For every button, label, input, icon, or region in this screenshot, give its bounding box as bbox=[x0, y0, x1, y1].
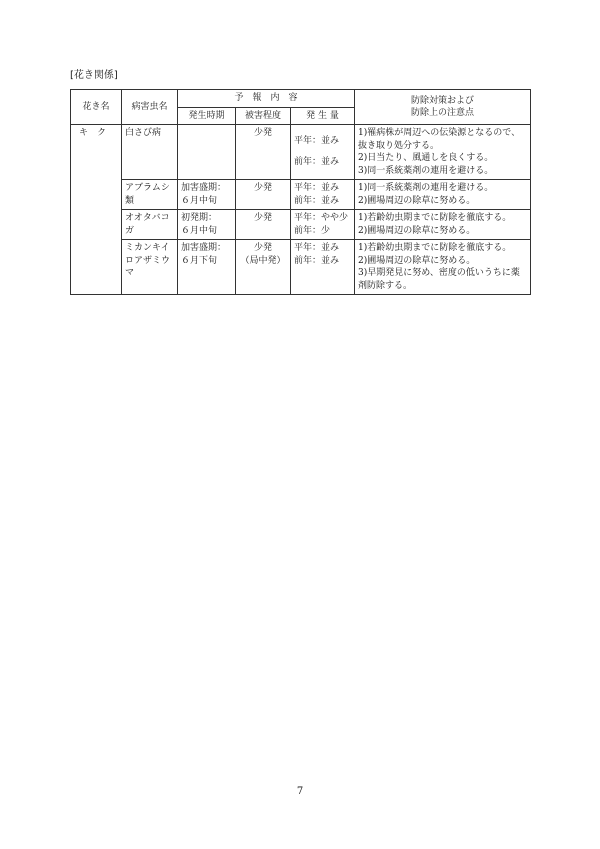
measure-item: 1)若齢幼虫期までに防除を徹底する。 bbox=[358, 243, 512, 253]
header-row-1 bbox=[71, 90, 531, 108]
header-damage-level: 被害程度 bbox=[236, 107, 291, 125]
amount-previous-year: 前年：並み bbox=[294, 195, 340, 206]
time-label: 加害盛期： bbox=[181, 243, 227, 253]
damage-level: 少発 bbox=[253, 243, 272, 253]
time-value: ６月中旬 bbox=[181, 195, 218, 206]
table-row bbox=[71, 210, 531, 240]
time-label: 加害盛期： bbox=[181, 183, 227, 193]
pest-name: ミカンキイロアザミウマ bbox=[125, 243, 171, 278]
section-title: [花き関係] bbox=[70, 70, 118, 81]
occurrence-time-cell bbox=[178, 125, 236, 180]
measures-cell bbox=[355, 180, 531, 210]
amount-previous-year: 前年：並み bbox=[294, 255, 340, 266]
time-value: ６月中旬 bbox=[181, 225, 218, 236]
measures-cell bbox=[355, 210, 531, 240]
occurrence-time-cell bbox=[178, 240, 236, 295]
table-row bbox=[71, 240, 531, 295]
damage-level-local: （局中発） bbox=[240, 255, 286, 266]
amount-normal-year: 平年：並み bbox=[294, 243, 340, 253]
amount-normal-year: 平年：やや少 bbox=[294, 213, 349, 223]
measure-item: 1)若齢幼虫期までに防除を徹底する。 bbox=[358, 213, 512, 223]
measures-cell bbox=[355, 240, 531, 295]
measure-item: 2)日当たり、風通しを良くする。 bbox=[358, 153, 494, 163]
occurrence-amount-cell bbox=[291, 180, 355, 210]
header-crop: 花き名 bbox=[71, 90, 122, 125]
header-occurrence-time: 発生時期 bbox=[178, 107, 236, 125]
damage-level-cell: 少発 bbox=[236, 125, 291, 180]
amount-previous-year: 前年：少 bbox=[294, 225, 331, 236]
amount-normal-year: 平年：並み bbox=[294, 183, 340, 193]
page-number: 7 bbox=[296, 786, 304, 797]
header-measures bbox=[355, 90, 531, 125]
damage-level-cell: 少発 bbox=[236, 180, 291, 210]
header-forecast-group: 予 報 内 容 bbox=[178, 90, 355, 108]
header-measures-line1: 防除対策および bbox=[411, 95, 475, 106]
measure-item: 3)同一系統薬剤の連用を避ける。 bbox=[358, 165, 494, 176]
pest-name-cell bbox=[122, 180, 178, 210]
amount-previous-year: 前年：並み bbox=[294, 156, 340, 167]
occurrence-amount-cell bbox=[291, 240, 355, 295]
measure-item: 3)早期発見に努め、密度の低いうちに薬剤防除する。 bbox=[358, 268, 520, 291]
crop-name-cell: キ ク bbox=[71, 125, 122, 295]
occurrence-amount-cell bbox=[291, 210, 355, 240]
measure-item: 2)圃場周辺の除草に努める。 bbox=[358, 255, 476, 266]
damage-level-cell: 少発 bbox=[236, 210, 291, 240]
pest-forecast-table bbox=[70, 89, 531, 295]
damage-level-cell bbox=[236, 240, 291, 295]
header-measures-line2: 防除上の注意点 bbox=[411, 108, 475, 118]
occurrence-amount-cell bbox=[291, 125, 355, 180]
measure-item: 1)同一系統薬剤の連用を避ける。 bbox=[358, 183, 494, 193]
pest-name: アブラムシ類 bbox=[125, 183, 170, 206]
pest-name-cell bbox=[122, 210, 178, 240]
amount-normal-year: 平年：並み bbox=[294, 136, 340, 146]
measure-item: 2)圃場周辺の除草に努める。 bbox=[358, 225, 476, 236]
pest-name-cell bbox=[122, 240, 178, 295]
occurrence-time-cell bbox=[178, 180, 236, 210]
time-label: 初発期： bbox=[181, 213, 218, 223]
occurrence-time-cell bbox=[178, 210, 236, 240]
pest-name-cell bbox=[122, 125, 178, 180]
measure-item: 2)圃場周辺の除草に努める。 bbox=[358, 195, 476, 206]
header-occurrence-amount: 発 生 量 bbox=[291, 107, 355, 125]
table-row bbox=[71, 125, 531, 180]
table-row bbox=[71, 180, 531, 210]
pest-name: 白さび病 bbox=[125, 128, 162, 138]
measure-item: 1)罹病株が周辺への伝染源となるので、抜き取り処分する。 bbox=[358, 128, 521, 151]
time-value: ６月下旬 bbox=[181, 255, 218, 266]
pest-name: オオタバコガ bbox=[125, 213, 170, 236]
measures-cell bbox=[355, 125, 531, 180]
header-pest: 病害虫名 bbox=[122, 90, 178, 125]
